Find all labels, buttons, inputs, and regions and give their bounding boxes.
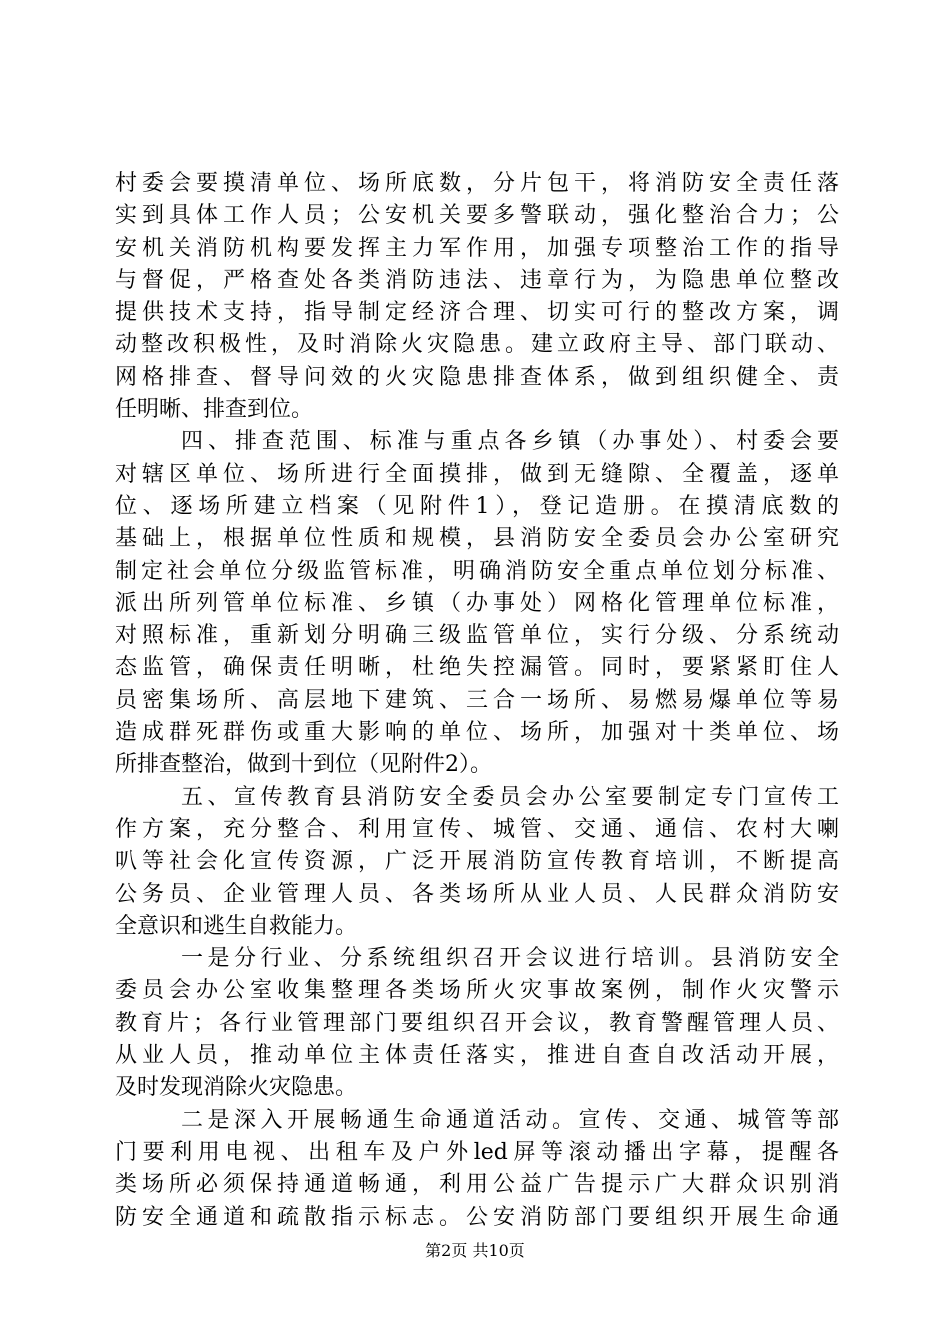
text-line: 作方案，充分整合、利用宣传、城管、交通、通信、农村大喇	[115, 816, 839, 842]
text-line: 任明晰、排查到位。	[115, 397, 314, 423]
text-line: 态监管，确保责任明晰，杜绝失控漏管。同时，要紧紧盯住人	[115, 655, 839, 681]
text-line: 网格排查、督导问效的火灾隐患排查体系，做到组织健全、责	[115, 364, 839, 390]
text-line: 派出所列管单位标准、乡镇（办事处）网格化管理单位标准，	[115, 590, 839, 616]
text-line: 提供技术支持，指导制定经济合理、切实可行的整改方案，调	[115, 300, 839, 326]
text-line: 所排查整治，做到十到位（见附件2）。	[115, 752, 492, 778]
text-line: 门要利用电视、出租车及户外led屏等滚动播出字幕，提醒各	[115, 1139, 839, 1165]
text-line: 叭等社会化宣传资源，广泛开展消防宣传教育培训，不断提高	[115, 849, 839, 875]
text-line: 与督促，严格查处各类消防违法、违章行为，为隐患单位整改	[115, 267, 839, 293]
text-line: 五、宣传教育县消防安全委员会办公室要制定专门宣传工	[181, 784, 839, 810]
text-line: 对照标准，重新划分明确三级监管单位，实行分级、分系统动	[115, 623, 839, 649]
text-line: 公务员、企业管理人员、各类场所从业人员、人民群众消防安	[115, 881, 839, 907]
text-line: 全意识和逃生自救能力。	[115, 913, 358, 939]
text-line: 村委会要摸清单位、场所底数，分片包干，将消防安全责任落	[115, 171, 839, 196]
text-line: 二是深入开展畅通生命通道活动。宣传、交通、城管等部	[181, 1107, 839, 1133]
text-line: 防安全通道和疏散指示标志。公安消防部门要组织开展生命通	[115, 1204, 839, 1230]
text-line: 教育片；各行业管理部门要组织召开会议，教育警醒管理人员、	[115, 1010, 839, 1036]
page-footer: 第2页 共10页	[425, 1241, 525, 1260]
text-line: 造成群死群伤或重大影响的单位、场所，加强对十类单位、场	[115, 720, 839, 746]
text-line: 基础上，根据单位性质和规模，县消防安全委员会办公室研究	[115, 526, 839, 552]
text-line: 员密集场所、高层地下建筑、三合一场所、易燃易爆单位等易	[115, 687, 839, 713]
text-line: 四、排查范围、标准与重点各乡镇（办事处）、村委会要	[181, 429, 839, 455]
text-line: 委员会办公室收集整理各类场所火灾事故案例，制作火灾警示	[115, 978, 839, 1004]
text-line: 实到具体工作人员；公安机关要多警联动，强化整治合力；公	[115, 203, 839, 229]
text-line: 从业人员，推动单位主体责任落实，推进自查自改活动开展，	[115, 1043, 839, 1069]
text-line: 及时发现消除火灾隐患。	[115, 1075, 358, 1101]
text-line: 对辖区单位、场所进行全面摸排，做到无缝隙、全覆盖，逐单	[115, 461, 839, 487]
text-line: 位、逐场所建立档案（见附件1），登记造册。在摸清底数的	[115, 493, 839, 519]
text-line: 制定社会单位分级监管标准，明确消防安全重点单位划分标准、	[115, 558, 839, 584]
document-body	[115, 168, 839, 1234]
text-line: 类场所必须保持通道畅通，利用公益广告提示广大群众识别消	[115, 1172, 839, 1198]
text-line: 安机关消防机构要发挥主力军作用，加强专项整治工作的指导	[115, 235, 839, 261]
text-line: 动整改积极性，及时消除火灾隐患。建立政府主导、部门联动、	[115, 332, 839, 358]
text-line: 一是分行业、分系统组织召开会议进行培训。县消防安全	[181, 946, 839, 972]
